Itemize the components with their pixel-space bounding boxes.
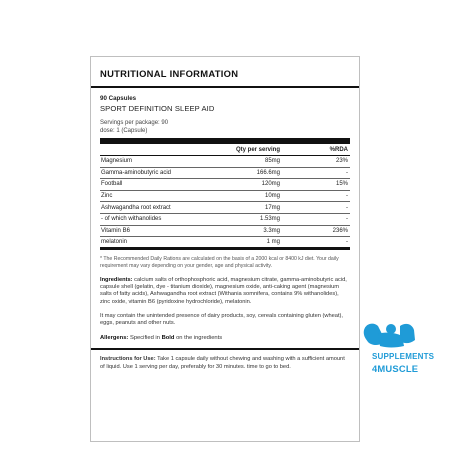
allergens-bold: Bold — [161, 335, 175, 342]
nutrient-name: Zinc — [101, 193, 113, 200]
allergens-text — [100, 335, 350, 347]
logo-line2: 4MUSCLE — [372, 363, 419, 374]
nutrient-rda: 23% — [335, 158, 348, 165]
contains-text: It may contain the unintended presence of dairy products, soy, cereals containing gluten (wheat), eggs, peanuts and other nuts. — [100, 312, 344, 327]
table-row — [100, 191, 350, 203]
nutrition-panel — [90, 56, 360, 442]
nutrient-rda: 236% — [332, 227, 348, 234]
table-row — [100, 202, 350, 214]
nutrient-name: Gamma-aminobutyric acid — [101, 169, 172, 176]
nutrient-name: Ashwagandha root extract — [101, 204, 171, 211]
allergens-label: Allergens: — [100, 335, 129, 342]
nutrient-rda: 15% — [335, 181, 348, 188]
nutrient-rda: - — [346, 238, 348, 245]
rda-footnote: * The Recommended Daily Rations are calculated on the basis of a 2000 kcal or 8400 kJ diet. Your daily requirement may vary depending on your gender, age and physical activity. — [100, 255, 339, 269]
nutrient-name: - of which withanolides — [101, 216, 162, 223]
nutrient-rda: - — [346, 216, 348, 223]
header-qty: Qty per serving — [235, 146, 280, 153]
panel-title: NUTRITIONAL INFORMATION — [91, 57, 359, 88]
header-rda: %RDA — [329, 146, 348, 153]
table-row — [100, 168, 350, 180]
dose: dose: 1 (Capsule) — [100, 128, 148, 134]
instructions-body: Take 1 capsule daily without chewing and washing with a sufficient amount of liquid. Use 1 serving per day, preferably for 30 minutes. time to go to bed. — [100, 356, 345, 370]
table-header — [100, 144, 350, 156]
nutrient-qty: 10mg — [264, 193, 280, 200]
allergens-pre: Specified in — [128, 335, 162, 342]
panel-body — [91, 88, 359, 347]
instructions-label: Instructions for Use: — [100, 356, 156, 363]
product-name: SPORT DEFINITION SLEEP AID — [100, 104, 215, 113]
table-row — [100, 214, 350, 226]
allergens-post: on the ingredients — [174, 335, 223, 342]
capsule-count: 90 Capsules — [100, 95, 137, 102]
nutrient-qty: 3.3mg — [263, 227, 280, 234]
nutrient-name: Vitamin B6 — [101, 227, 130, 234]
nutrient-qty: 85mg — [264, 158, 280, 165]
nutrient-rda: - — [346, 193, 348, 200]
nutrient-rda: - — [346, 169, 348, 176]
nutrient-qty: 1 mg — [266, 238, 280, 245]
ingredients-text — [100, 277, 350, 306]
nutrient-name: Magnesium — [101, 158, 133, 165]
nutrient-rda: - — [346, 204, 348, 211]
table-row — [100, 226, 350, 238]
servings-info — [100, 119, 350, 135]
logo-line1: SUPPLEMENTS — [372, 352, 435, 361]
servings-per-package: Servings per package: 90 — [100, 120, 169, 126]
instructions-text — [91, 350, 359, 371]
nutrient-name: Football — [101, 181, 123, 188]
nutrient-qty: 1.53mg — [259, 216, 280, 223]
table-row — [100, 237, 350, 250]
nutrient-qty: 120mg — [261, 181, 280, 188]
nutrient-name: melatonin — [101, 238, 128, 245]
ingredients-list: calcium salts of orthophosphoric acid, magnesium citrate, gamma-aminobutyric acid, capsule shell (gelatin, dye - titanium dioxide), magnesium oxide, anti-caking agent (magnesium salts of fatty acids), Ashwagandha root extract (Withania somnifera, contains 9% withanolides), zinc oxide, vitamin B6 (pyridoxine hydrochloride), melatonin. — [100, 276, 347, 305]
nutrient-qty: 17mg — [264, 204, 280, 211]
table-row — [100, 179, 350, 191]
table-row — [100, 156, 350, 168]
nutrition-table — [100, 138, 350, 250]
nutrient-qty: 166.6mg — [256, 169, 280, 176]
ingredients-label: Ingredients: — [100, 276, 133, 283]
